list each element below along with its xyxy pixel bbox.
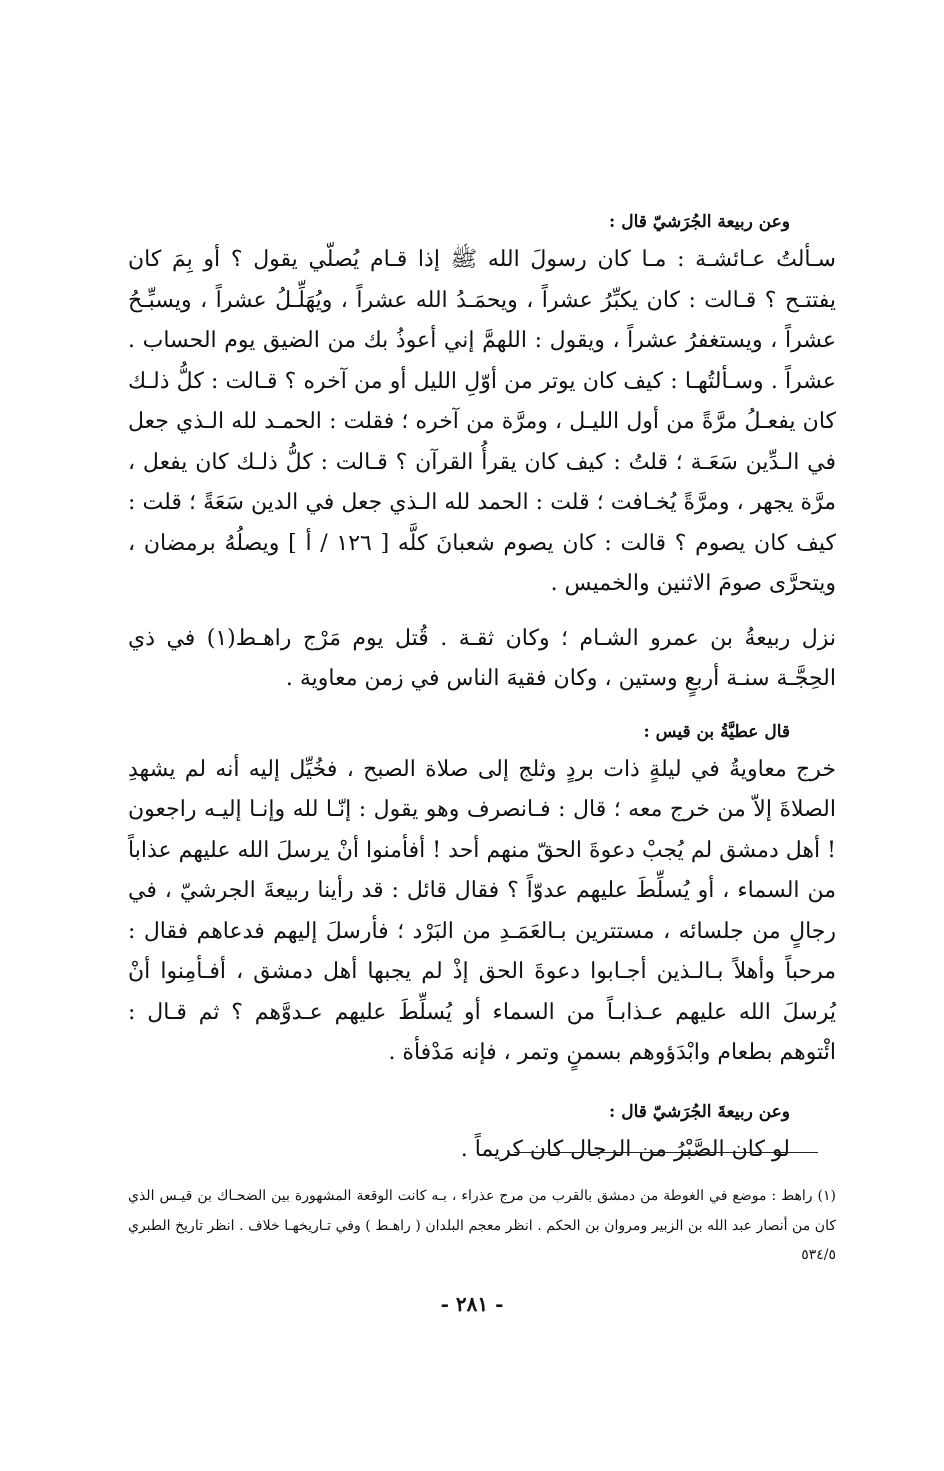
body-paragraph: نزل ربيعةُ بن عمرو الشـام ؛ وكان ثقـة . قُتل يوم مَرْج راهـط(١) في ذي الحِجَّـة سنـة أربعٍ وستين ، وكان فقيهَ الناس في زمن معاوية . [128,625,836,691]
body-paragraph: لو كان الصَّبْرُ من الرجال كان كريماً . [460,1136,790,1162]
section-heading: وعن ربيعة الجُرَشيّ قال : [609,212,790,232]
footnote: (١) راهط : موضع في الغوطة من دمشق بالقرب من مرج عذراء ، بـه كانت الوقعة المشهورة بين الضحـاك بن قيـس الذي كان من أنصار عبد الله بن الزبير ومروان بن الحكم . انظر معجم البلدان ( راهـط ) وفي تـاريخهـا خلاف . انظر تاريخ الطبري ٥٣٤/٥ [128,1188,836,1263]
footnote-divider [514,1152,818,1153]
body-paragraph: سـألتُ عـائشـة : مـا كان رسولَ الله ﷺ إذا قـام يُصلّي يقول ؟ أو بِمَ كان يفتتـح ؟ قـالت : كان يكبِّرُ عشراً ، ويحمَـدُ الله عشراً ، ويُهَلِّـلُ عشراً ، ويسبِّـحُ عشراً ، ويستغفرُ عشراً ، ويقول : اللهمَّ إني أعوذُ بك من الضيق يوم الحساب . عشراً . وسـألتُهـا : كيف كان يوتر من أوّلِ الليل أو من آخره ؟ قـالت : كلُّ ذلـك كان يفعـلُ مرَّةً من أول الليـل ، ومرَّة من آخره ؛ فقلت : الحمـد لله الـذي جعل في الـدِّين سَعَـة ؛ قلتُ : كيف كان يقرأُ القرآن ؟ قـالت : كلُّ ذلـك كان يفعل ، مرَّة يجهر ، ومرَّةً يُخـافت ؛ قلت : الحمد لله الـذي جعل في الدين سَعَةً ؛ قلت : كيف كان يصوم ؟ قالت : كان يصوم شعبانَ كلَّه [ ١٢٦ / أ ] ويصلُهُ برمضان ، ويتحرَّى صومَ الاثنين والخميس . [128,247,836,596]
section-heading: وعن ربيعةَ الجُرَشيّ قال : [609,1101,790,1122]
page-number: - ٢٨١ - [440,1292,504,1316]
body-paragraph: خرج معاويةُ في ليلةٍ ذات بردٍ وثلج إلى صلاة الصبح ، فخُيِّل إليه أنه لم يشهدِ الصلاةَ إلاّ من خرج معه ؛ قال : فـانصرف وهو يقول : إنّـا لله وإنـا إليـه راجعون ! أهل دمشق لم يُجبْ دعوةَ الحقّ منهم أحد ! أفأمنوا أنْ يرسلَ الله عليهم عذاباً من السماء ، أو يُسلِّطَ عليهم عدوّاً ؟ فقال قائل : قد رأينا ربيعةَ الجرشيّ ، في رجالٍ من جلسائه ، مستترين بـالعَمَـدِ من البَرْد ؛ فأرسلَ إليهم فدعاهم فقال : مرحباً وأهلاً بـالـذين أجـابوا دعوةَ الحق إذْ لم يجبها أهل دمشق ، أفـأمِنوا أنْ يُرسلَ الله عليهم عـذابـاً من السماء أو يُسلِّطَ عليهم عـدوَّهم ؟ ثم قـال : ائْتوهم بطعام وابْدَؤوهم بسمنٍ وتمر ، فإنه مَدْفأة . [128,756,836,1065]
section-heading: قال عطيَّةُ بن قيس : [643,721,790,742]
main-text [128,208,836,1170]
